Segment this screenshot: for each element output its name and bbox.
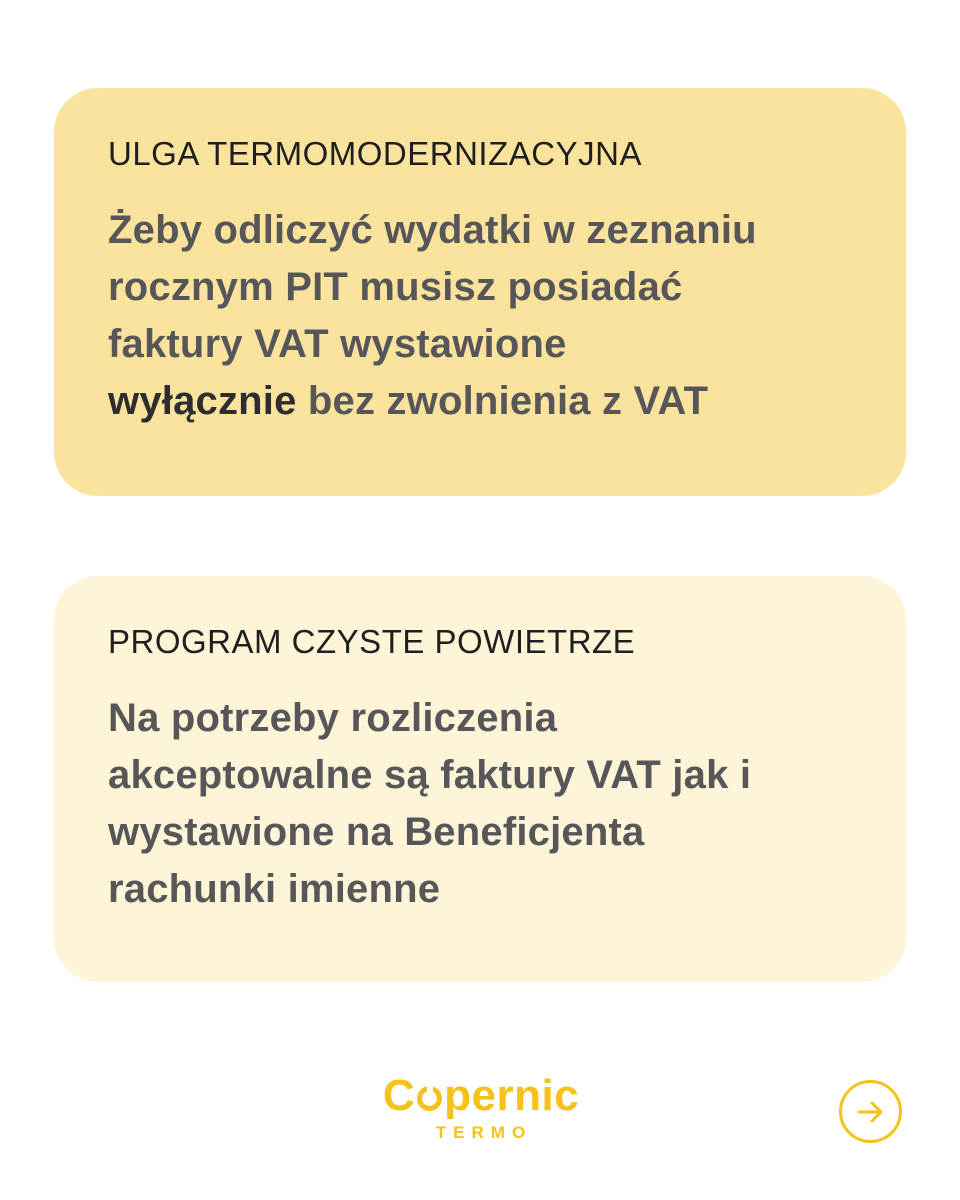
- copernic-termo-logo: [376, 1070, 586, 1144]
- card-ulga-termomodernizacyjna: [54, 88, 906, 496]
- logo-wordmark: [376, 1070, 586, 1122]
- body-line: rocznym PIT musisz posiadać: [108, 265, 683, 309]
- logo-power-icon: [417, 1086, 442, 1111]
- emphasis-text: wyłącznie: [108, 379, 297, 423]
- card-program-czyste-powietrze: [54, 576, 906, 982]
- body-line: bez zwolnienia z VAT: [296, 379, 709, 423]
- arrow-right-icon: [856, 1099, 886, 1125]
- body-line: Żeby odliczyć wydatki w zeznaniu: [108, 208, 757, 252]
- card-heading: ULGA TERMOMODERNIZACYJNA: [108, 135, 642, 172]
- logo-letters: pernic: [444, 1071, 580, 1120]
- logo-subtitle: TERMO: [435, 1123, 533, 1142]
- body-line: wystawione na Beneficjenta: [108, 810, 645, 854]
- body-line: faktury VAT wystawione: [108, 322, 567, 366]
- card-body: [108, 690, 854, 918]
- card-heading: PROGRAM CZYSTE POWIETRZE: [108, 623, 636, 660]
- body-line: rachunki imienne: [108, 867, 441, 911]
- body-line: akceptowalne są faktury VAT jak i: [108, 753, 752, 797]
- card-body: [108, 202, 854, 430]
- logo-letter: C: [382, 1071, 416, 1120]
- body-line: Na potrzeby rozliczenia: [108, 696, 558, 740]
- next-button[interactable]: [839, 1080, 902, 1143]
